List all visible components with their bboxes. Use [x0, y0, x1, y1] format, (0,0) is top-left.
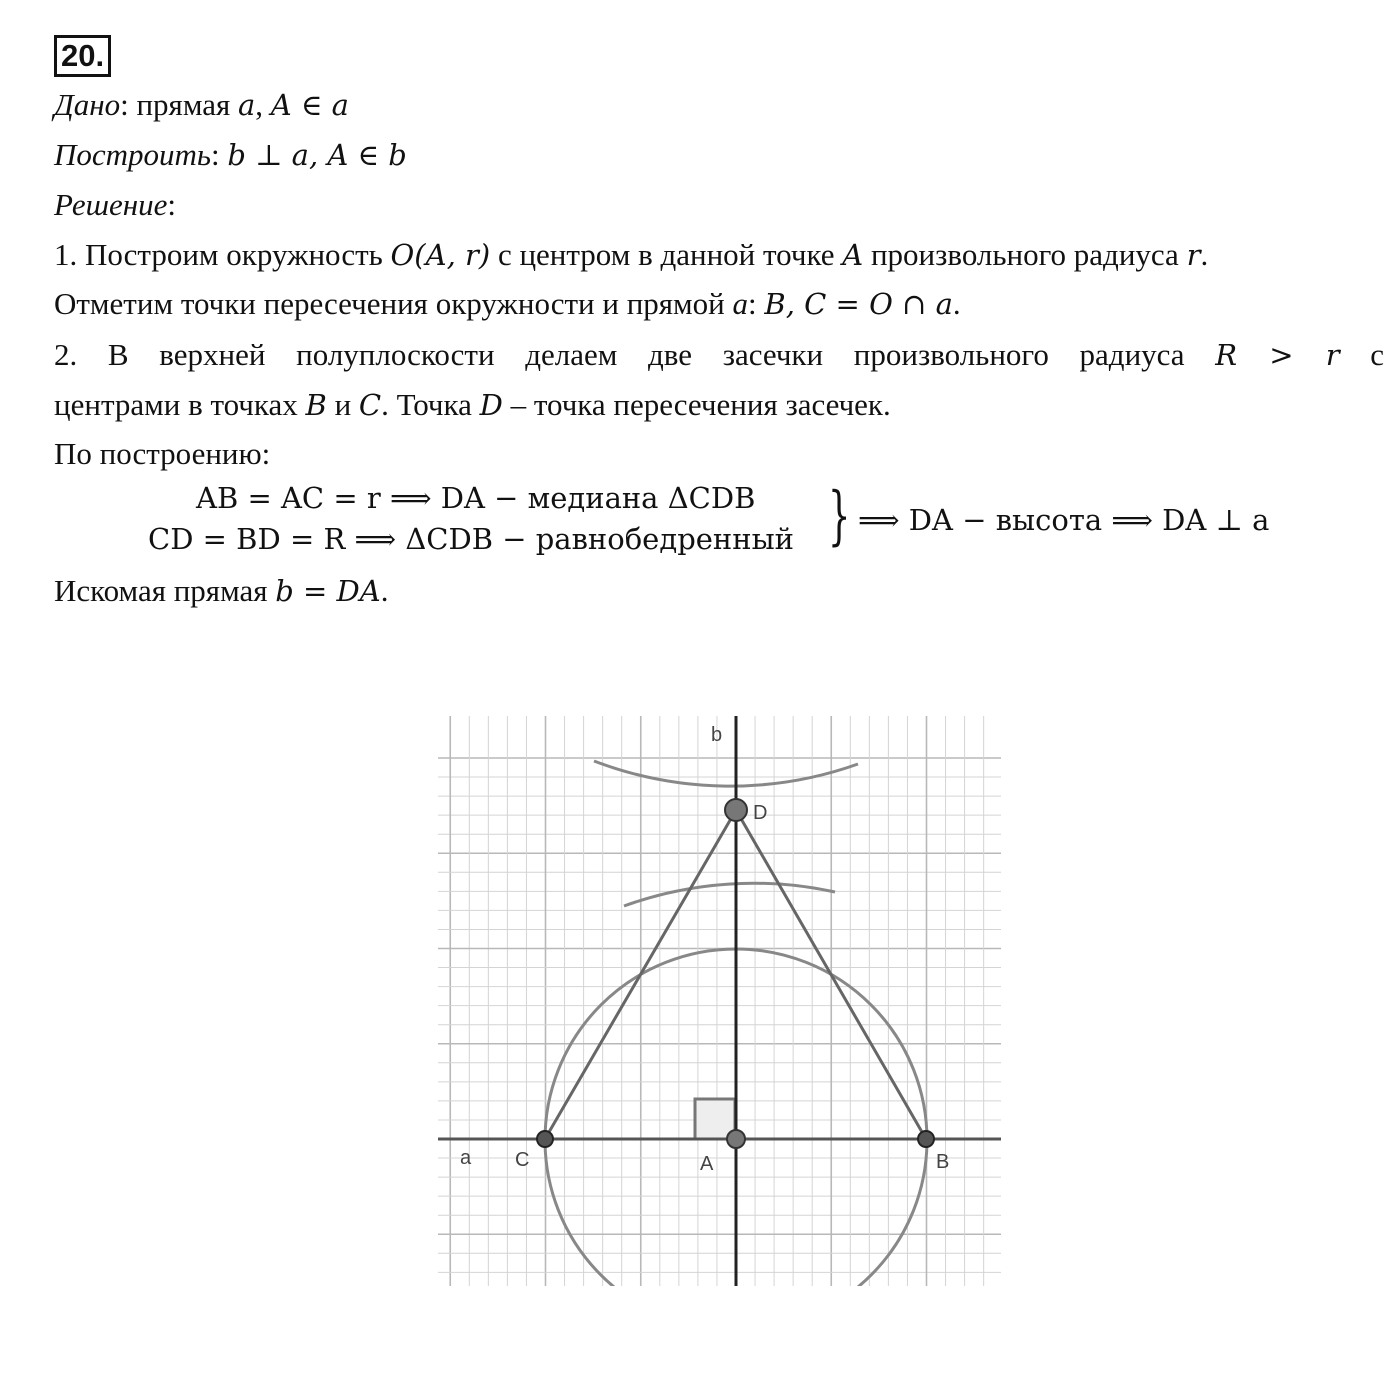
step1-radius: r	[1186, 238, 1201, 272]
arc-from-b	[594, 761, 858, 786]
step1-intersection: B, C = O ∩ a	[764, 287, 953, 321]
construct-label: Построить	[54, 137, 212, 172]
given-text: : прямая	[120, 87, 238, 122]
given-expr: A ∈ a	[270, 88, 349, 122]
label-c: C	[515, 1149, 530, 1171]
system-row-1: AB = AC = r ⟹ DA − медиана ΔCDB	[196, 481, 756, 515]
solution-label: Решение	[54, 187, 168, 222]
point-d	[725, 799, 747, 821]
label-a-point: A	[700, 1153, 714, 1175]
step1-text: 1. Построим окружность	[54, 237, 391, 272]
step2-text: и	[326, 387, 359, 422]
given-a: a	[238, 88, 256, 122]
construct-sep: :	[211, 137, 228, 172]
step1-text: .	[1200, 237, 1209, 272]
step2-text: – точка пересечения засечек.	[502, 387, 891, 422]
system-brace: }	[828, 479, 851, 553]
answer-expr: b = DA	[275, 574, 381, 608]
step1-text: Отметим точки пересечения окружности и прямой	[54, 286, 733, 321]
label-b-point: B	[936, 1151, 950, 1173]
given-label: Дано	[54, 87, 121, 122]
given-sep: ,	[255, 87, 271, 122]
step1-line-a: a	[732, 286, 749, 321]
step2-text: 2. В верхней полуплоскости делаем две засечки произвольного радиуса	[54, 337, 1216, 372]
step2-text: с	[1339, 337, 1385, 372]
system-row-2: CD = BD = R ⟹ ΔCDB − равнобедренный	[148, 522, 794, 556]
step1-circle: O(A, r)	[390, 238, 491, 272]
answer-text: .	[380, 573, 389, 608]
step1-point-a: A	[842, 238, 864, 272]
system-conclusion: ⟹ DA − высота ⟹ DA ⊥ a	[858, 503, 1270, 537]
problem-number: 20.	[54, 35, 111, 77]
step2-text: центрами в точках	[54, 387, 306, 422]
point-c	[537, 1131, 553, 1147]
step1-text: .	[952, 286, 961, 321]
construct-expr: b ⊥ a, A ∈ b	[227, 138, 407, 172]
answer-text: Искомая прямая	[54, 573, 276, 608]
point-a	[727, 1130, 745, 1148]
by-construction: По построению:	[54, 436, 271, 471]
step2-point-d: D	[479, 388, 503, 422]
step2-text: . Точка	[381, 387, 480, 422]
step2-point-b: B	[305, 388, 327, 422]
step1-text: с центром в данной точке	[490, 237, 843, 272]
step2-point-c: C	[358, 388, 382, 422]
step1-text: произвольного радиуса	[863, 237, 1187, 272]
point-b	[918, 1131, 934, 1147]
label-b: b	[711, 724, 723, 746]
label-a-line: a	[460, 1147, 472, 1169]
step1-text: :	[748, 286, 765, 321]
step2-radius: R > r	[1215, 338, 1340, 372]
solution-colon: :	[167, 187, 176, 222]
label-d: D	[753, 802, 768, 824]
arc-from-c	[624, 883, 835, 906]
